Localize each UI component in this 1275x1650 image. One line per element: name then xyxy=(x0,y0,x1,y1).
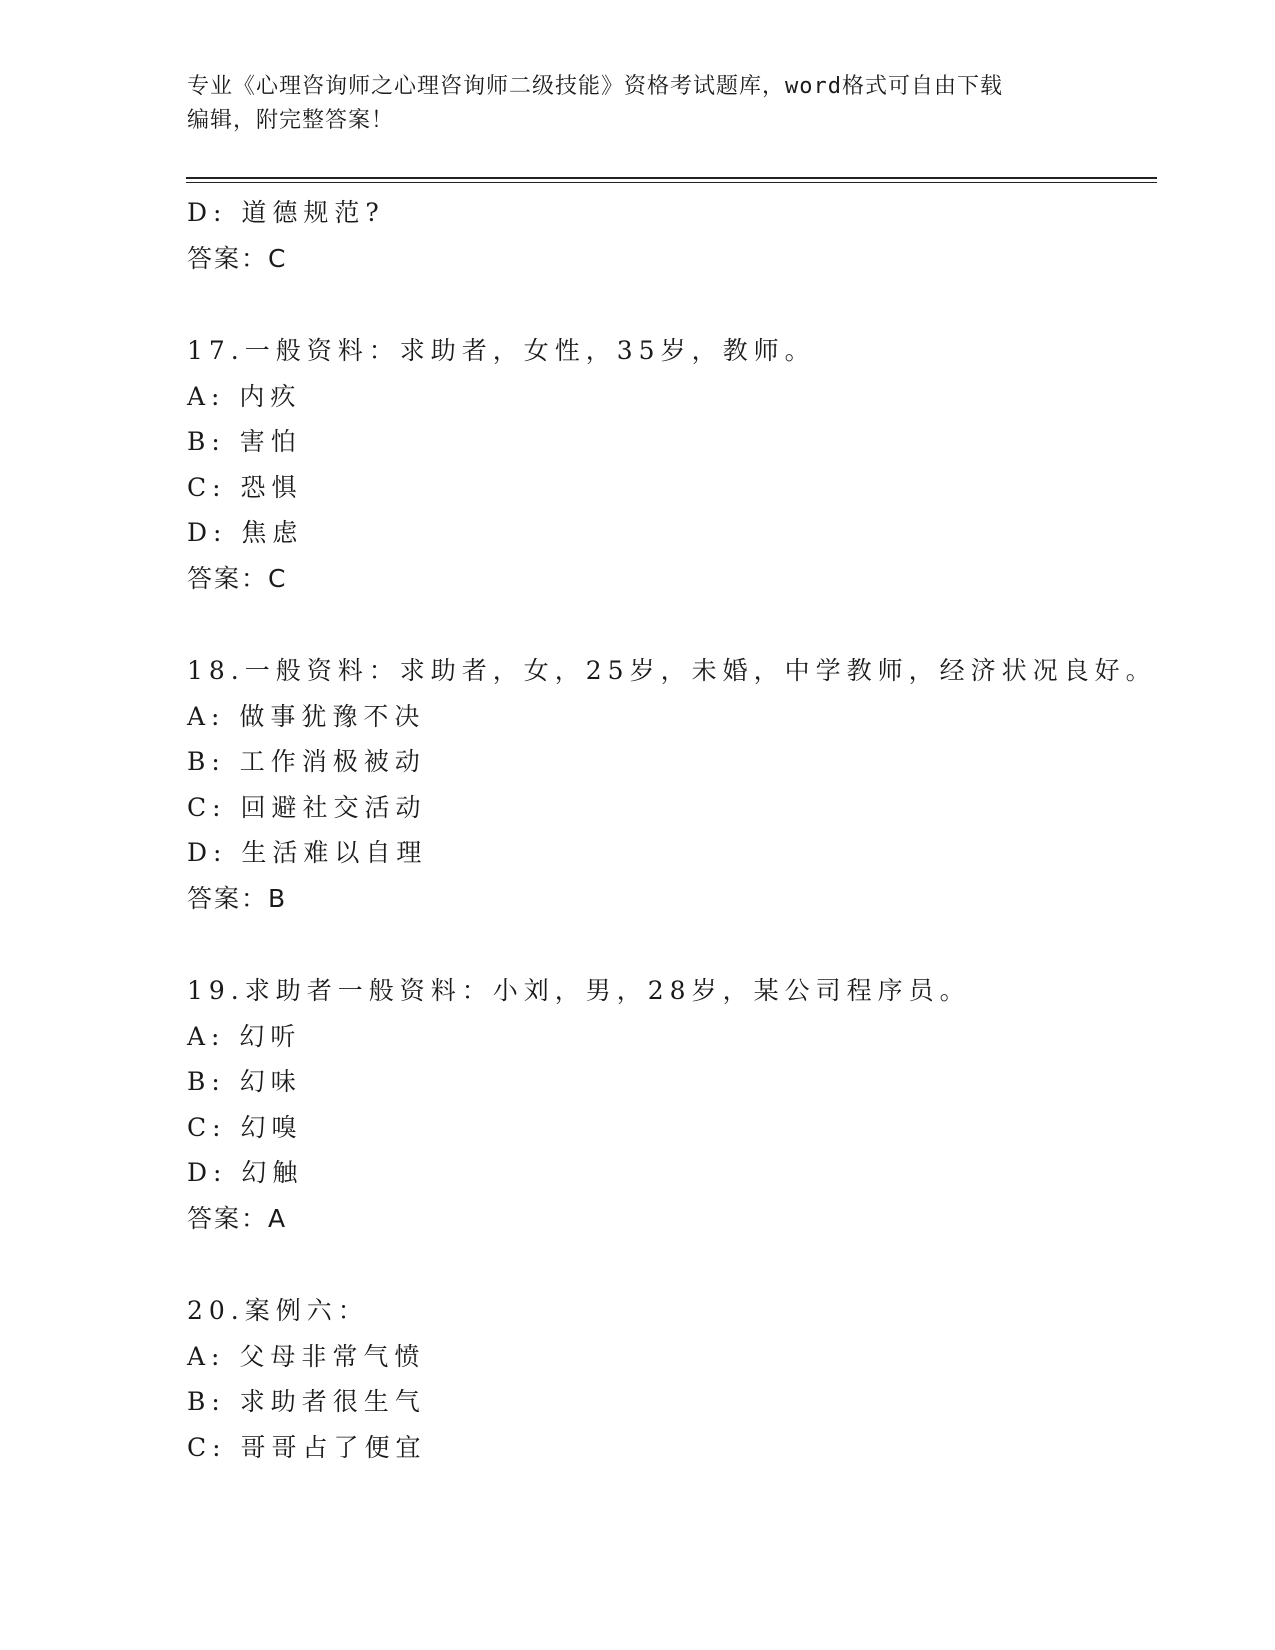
header-line-1: 专业《心理咨询师之心理咨询师二级技能》资格考试题库，word格式可自由下载 xyxy=(187,74,1003,99)
question-19 xyxy=(187,968,1147,1241)
option-b: B: 工作消极被动 xyxy=(187,747,426,776)
option-d: D: 幻触 xyxy=(187,1158,304,1187)
answer-line: 答案：B xyxy=(187,883,288,913)
option-a: A: 幻听 xyxy=(187,1021,302,1051)
option-d: D: 焦虑 xyxy=(187,518,304,547)
option-b: B: 害怕 xyxy=(187,427,302,456)
question-stem: 19.求助者一般资料：小刘，男，28岁，某公司程序员。 xyxy=(187,976,971,1005)
option-a: A: 做事犹豫不决 xyxy=(187,701,426,731)
option-c: C: 恐惧 xyxy=(187,472,303,502)
question-20 xyxy=(187,1288,1147,1470)
option-a: A: 内疚 xyxy=(187,381,302,411)
option-a: A: 父母非常气愤 xyxy=(187,1341,426,1371)
option-c: C: 回避社交活动 xyxy=(187,792,427,822)
answer-line: 答案：C xyxy=(187,563,288,593)
question-stem: 18.一般资料：求助者，女，25岁，未婚，中学教师，经济状况良好。 xyxy=(187,656,1157,685)
header-line-2: 编辑，附完整答案！ xyxy=(187,108,395,133)
answer-line: 答案：C xyxy=(187,243,288,273)
question-stem: 20.案例六： xyxy=(187,1296,369,1325)
question-18 xyxy=(187,648,1157,921)
answer-line: 答案：A xyxy=(187,1203,288,1233)
option-c: C: 幻嗅 xyxy=(187,1112,303,1142)
header-divider-thick xyxy=(186,177,1157,179)
page-header xyxy=(187,70,1087,138)
header-divider-thin xyxy=(186,182,1157,183)
carryover-block xyxy=(187,190,1147,281)
option-b: B: 幻味 xyxy=(187,1067,302,1096)
question-17 xyxy=(187,328,1147,601)
question-content xyxy=(187,190,1157,1470)
option-b: B: 求助者很生气 xyxy=(187,1387,426,1416)
option-d: D: 道德规范? xyxy=(187,198,385,227)
option-c: C: 哥哥占了便宜 xyxy=(187,1432,427,1462)
question-stem: 17.一般资料：求助者，女性，35岁，教师。 xyxy=(187,336,816,365)
option-d: D: 生活难以自理 xyxy=(187,838,428,867)
